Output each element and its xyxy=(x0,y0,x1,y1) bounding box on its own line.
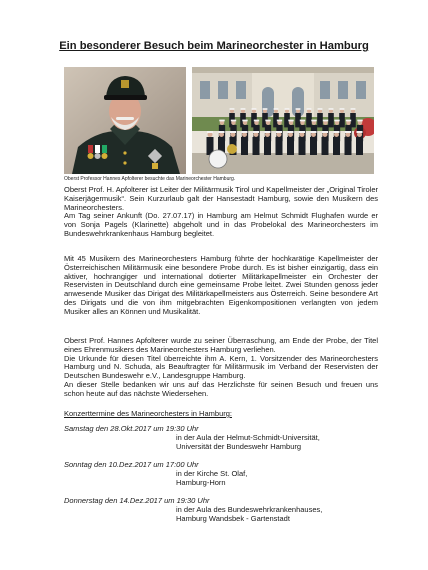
paragraph-text: Oberst Prof. H. Apfolterer ist Leiter der Militärmusik Tirol und Kapellmeister der „Original Tiroler Kaiserjägermusik“. Sein Kurzurlaub galt der Hansestadt Hamburg, sowie den Musikern des Marineorchesters. xyxy=(64,185,378,212)
paragraph-text: An dieser Stelle bedanken wir uns auf das Herzlichste für seinen Besuch und freuen uns schon heute auf das nächste Wiedersehen. xyxy=(64,379,378,398)
concert-event xyxy=(64,461,384,487)
paragraph-text: Mit 45 Musikern des Marineorchesters Hamburg führte der hochkarätige Kapellmeister der Österreichischen Militärmusik eine besondere Probe durch. Es ist bisher einzigartig, dass ein aktiver, hochrangiger und international dotierter Militärkapellmeister ein Orchester der Reservisten in Deutschland durch eine gemeinsame Probe leitet. Zwei Stunden genoss jeder anwesende Musiker das Dirigat des Militärkapellmeisters aus Österreich. Seine besondere Art des Dirigats und die von ihm mitgebrachten Eigenkompositionen verlangten von jedem Musiker alles an Können und Musikalität. xyxy=(64,254,378,316)
event-venue: in der Aula des Bundeswehrkrankenhauses, xyxy=(176,504,323,514)
event-venue: Universität der Bundeswehr Hamburg xyxy=(176,441,302,451)
event-venue: in der Aula der Helmut-Schmidt-Universität, xyxy=(176,432,320,442)
concert-event xyxy=(64,425,384,451)
photo-caption: Oberst Professor Hannes Apfolterer besuchte das Marineorchester Hamburg. xyxy=(64,176,236,182)
concert-event xyxy=(64,497,384,523)
event-date: Samstag den 28.Okt.2017 um 19:30 Uhr xyxy=(64,424,199,433)
paragraph-text: Oberst Prof. Hannes Apfolterer wurde zu seiner Überraschung, am Ende der Probe, der Titel eines Ehrenmusikers des Marineorchesters Hamburg verliehen. xyxy=(64,336,378,354)
paragraph-text: Am Tag seiner Ankunft (Do. 27.07.17) in Hamburg am Helmut Schmidt Flughafen wurde er von Sonja Pagels (Klarinette) abgeholt und in das Probelokal des Marineorchesters im Bundeswehrkrankenhaus Hamburg begleitet. xyxy=(64,211,378,238)
paragraph-3 xyxy=(64,337,378,399)
event-date: Sonntag den 10.Dez.2017 um 17:00 Uhr xyxy=(64,460,199,469)
event-venue: Hamburg-Horn xyxy=(176,477,226,487)
article-title: Ein besonderer Besuch beim Marineorchester in Hamburg xyxy=(59,40,369,52)
paragraph-text: Die Urkunde für diesen Titel überreichte ihm A. Kern, 1. Vorsitzender des Marineorchesters Hamburg und N. Schuda, als Beauftragter für Militärmusik im Verband der Reservisten der Deutschen Bundeswehr e.V., Landesgruppe Hamburg. xyxy=(64,353,378,381)
paragraph-2 xyxy=(64,255,378,317)
event-date: Donnerstag den 14.Dez.2017 um 19:30 Uhr xyxy=(64,496,210,505)
orchestra-photo xyxy=(192,67,374,174)
concert-dates-heading: Konzerttermine des Marineorchesters in Hamburg: xyxy=(64,409,232,418)
portrait-photo xyxy=(64,67,186,174)
event-venue: in der Kirche St. Olaf, xyxy=(176,468,248,478)
paragraph-1 xyxy=(64,186,378,239)
event-venue: Hamburg Wandsbek - Gartenstadt xyxy=(176,513,290,523)
